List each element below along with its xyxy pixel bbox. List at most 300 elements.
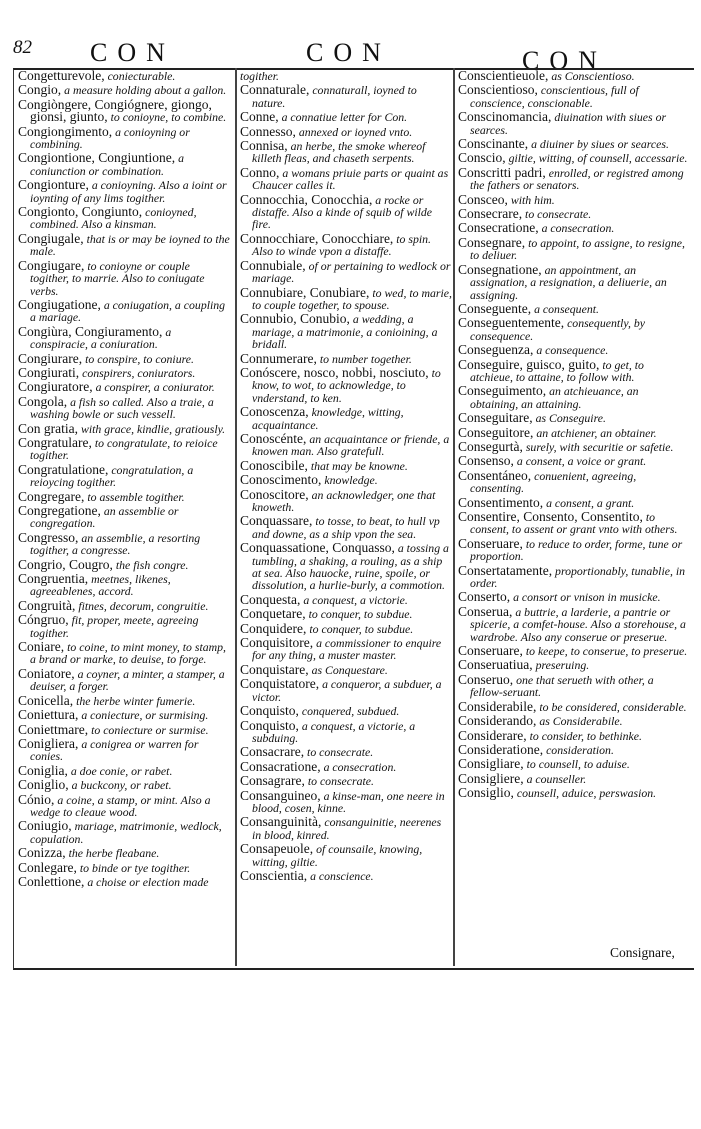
entry-headword: Congiurati, bbox=[18, 364, 80, 380]
entry-definition: consideration. bbox=[546, 742, 614, 757]
dictionary-entry bbox=[458, 741, 688, 757]
entry-headword: Consapeuole, bbox=[240, 841, 314, 857]
dictionary-entry bbox=[240, 70, 452, 82]
entry-headword: Conicella, bbox=[18, 692, 74, 708]
entry-headword: Conquidere, bbox=[240, 620, 307, 636]
entry-headword: Considerando, bbox=[458, 713, 537, 729]
entry-definition: an appointment, an assignation, a resignation, a deliuerie, an assigning. bbox=[470, 262, 667, 302]
entry-headword: Coniettmare, bbox=[18, 721, 89, 737]
entry-definition: giltie, witting, of counsell, accessarie. bbox=[508, 151, 688, 166]
entry-headword: Congiugatione, bbox=[18, 296, 101, 312]
entry-definition: consequently, by consequence. bbox=[470, 316, 646, 343]
dictionary-entry bbox=[18, 665, 230, 694]
column-rule bbox=[235, 68, 237, 966]
entry-headword: Congio, bbox=[18, 82, 62, 98]
entry-headword: Consceo, bbox=[458, 191, 508, 207]
entry-headword: Consigliare, bbox=[458, 756, 524, 772]
dictionary-entry bbox=[18, 721, 230, 737]
entry-headword: Coniugio, bbox=[18, 818, 72, 834]
entry-definition: of or pertaining to wedlock or mariage. bbox=[252, 258, 451, 286]
entry-headword: Consentáneo, bbox=[458, 467, 532, 483]
entry-definition: one that serueth with other, a fellow-seruant. bbox=[470, 672, 654, 700]
entry-headword: Conseguitore, bbox=[458, 424, 534, 440]
dictionary-entry bbox=[240, 350, 452, 366]
dictionary-entry bbox=[240, 284, 452, 312]
dictionary-entry bbox=[240, 457, 452, 473]
dictionary-entry bbox=[458, 356, 688, 384]
dictionary-entry bbox=[458, 84, 688, 109]
entry-definition: coniecturable. bbox=[107, 69, 176, 83]
dictionary-entry bbox=[458, 645, 688, 657]
entry-headword: Conserua, bbox=[458, 603, 513, 619]
entry-headword: Connumerare, bbox=[240, 350, 317, 366]
entry-definition: a coniecture, or surmising. bbox=[81, 708, 209, 723]
dictionary-entry bbox=[18, 791, 230, 819]
running-head-center: CON bbox=[306, 38, 391, 67]
entry-definition: a conscience. bbox=[310, 868, 374, 883]
entry-headword: Conoscitore, bbox=[240, 486, 309, 502]
dictionary-entry bbox=[458, 300, 688, 316]
dictionary-entry bbox=[18, 96, 230, 125]
entry-headword: Consagrare, bbox=[240, 773, 305, 789]
entry-headword: Conizza, bbox=[18, 845, 66, 861]
dictionary-entry bbox=[458, 562, 688, 591]
entry-definition: with grace, kindlie, gratiously. bbox=[80, 421, 226, 436]
entry-headword: Conseguimento, bbox=[458, 383, 547, 399]
entry-headword: Considerabile, bbox=[458, 698, 537, 714]
entry-headword: Coniatore, bbox=[18, 665, 75, 681]
dictionary-entry bbox=[458, 138, 688, 150]
entry-headword: Conseguire, guisco, guito, bbox=[458, 356, 600, 372]
entry-definition: to get, to atchieue, to attaine, to follow with. bbox=[470, 357, 644, 384]
entry-definition: to wed, to marie, to couple together, to spouse. bbox=[252, 285, 452, 312]
entry-headword: Conscritti padri, bbox=[458, 164, 546, 180]
dictionary-entry bbox=[458, 494, 688, 510]
dictionary-entry bbox=[18, 735, 230, 764]
dictionary-entry bbox=[240, 661, 452, 677]
dictionary-entry bbox=[18, 779, 230, 791]
entry-headword: Congiòngere, Congiógnere, giongo, gionsi, giunto, bbox=[18, 96, 212, 125]
dictionary-entry bbox=[458, 770, 688, 786]
entry-definition: a consecration. bbox=[323, 759, 397, 774]
entry-definition: annexed or ioyned vnto. bbox=[298, 124, 413, 139]
entry-headword: Congionture, bbox=[18, 177, 89, 193]
entry-headword: Congiongimento, bbox=[18, 123, 113, 139]
dictionary-entry bbox=[18, 692, 230, 708]
dictionary-entry bbox=[240, 486, 452, 514]
dictionary-entry bbox=[458, 385, 688, 410]
entry-headword: Congruità, bbox=[18, 597, 76, 613]
dictionary-entry bbox=[458, 208, 688, 220]
entry-headword: Conóscere, nosco, nobbi, nosciuto, bbox=[240, 364, 429, 380]
entry-definition: a conqueror, a subduer, a victor. bbox=[252, 677, 442, 704]
entry-definition: to spin. Also to winde vpon a distaffe. bbox=[252, 231, 432, 259]
dictionary-entry bbox=[458, 455, 688, 467]
dictionary-entry bbox=[18, 762, 230, 778]
dictionary-entry bbox=[18, 529, 230, 558]
entry-headword: Conoscibile, bbox=[240, 457, 308, 473]
entry-headword: Congruentia, bbox=[18, 571, 89, 587]
entry-definition: a commissioner to enquire for any thing, a muster master. bbox=[252, 636, 442, 663]
dictionary-entry bbox=[240, 758, 452, 774]
entry-headword: Conquisitore, bbox=[240, 635, 314, 651]
entry-definition: the herbe fleabane. bbox=[68, 846, 160, 861]
entry-headword: Congiontione, Congiuntione, bbox=[18, 150, 176, 166]
dictionary-entry bbox=[18, 350, 230, 366]
entry-definition: a choise or election made bbox=[87, 874, 209, 889]
dictionary-entry bbox=[240, 843, 452, 868]
entry-definition: a doe conie, or rabet. bbox=[70, 763, 173, 778]
entry-headword: Congregatione, bbox=[18, 503, 101, 518]
entry-definition: conuenient, agreeing, consenting. bbox=[470, 468, 637, 496]
entry-headword: Coniglia, bbox=[18, 762, 68, 778]
dictionary-entry bbox=[240, 364, 452, 405]
entry-definition: to conspire, to coniure. bbox=[85, 351, 194, 366]
dictionary-entry bbox=[458, 659, 688, 671]
entry-headword: Congiùra, Congiuramento, bbox=[18, 323, 163, 339]
entry-headword: Conseruatiua, bbox=[458, 657, 533, 673]
entry-definition: to assemble togither. bbox=[87, 489, 185, 504]
entry-definition: a diuiner by siues or searces. bbox=[531, 137, 669, 152]
entry-headword: Congiuratore, bbox=[18, 379, 93, 395]
dictionary-entry bbox=[18, 597, 230, 613]
entry-definition: a consecration. bbox=[541, 221, 615, 236]
dictionary-entry bbox=[458, 715, 688, 727]
entry-definition: conioyned, combined. Also a kinsman. bbox=[30, 205, 197, 232]
entry-headword: Conlettione, bbox=[18, 873, 85, 889]
dictionary-entry bbox=[458, 535, 688, 564]
dictionary-entry bbox=[18, 614, 230, 639]
entry-definition: a conquest, a victorie, a subduing. bbox=[252, 718, 416, 745]
entry-definition: a measure holding about a gallon. bbox=[64, 83, 227, 98]
entry-definition: to tosse, to beat, to hull vp and downe, as a ship vpon the sea. bbox=[252, 514, 440, 541]
entry-definition: to know, to wot, to acknowledge, to vnderstand, to ken. bbox=[252, 365, 441, 405]
dictionary-entry bbox=[458, 424, 688, 440]
entry-definition: enrolled, or registred among the fathers or senators. bbox=[470, 165, 684, 193]
dictionary-entry bbox=[240, 746, 452, 758]
dictionary-entry bbox=[458, 467, 688, 496]
entry-definition: as Conscientioso. bbox=[551, 69, 635, 83]
dictionary-entry bbox=[18, 152, 230, 177]
entry-definition: knowledge. bbox=[324, 473, 378, 488]
entry-definition: to consecrate. bbox=[307, 774, 374, 789]
entry-definition: to conioyne, to combine. bbox=[110, 110, 227, 125]
dictionary-entry bbox=[240, 608, 452, 620]
entry-headword: Congiurare, bbox=[18, 350, 83, 366]
entry-definition: surely, with securitie or safetie. bbox=[525, 439, 674, 454]
entry-headword: Congola, bbox=[18, 393, 68, 409]
entry-headword: Conscinomancia, bbox=[458, 109, 552, 125]
entry-definition: a rocke or distaffe. Also a kinde of squib of wilde fire. bbox=[252, 192, 433, 232]
dictionary-entry bbox=[240, 775, 452, 787]
dictionary-entry bbox=[458, 727, 688, 743]
entry-headword: Consegnare, bbox=[458, 234, 526, 250]
entry-definition: fitnes, decorum, congruitie. bbox=[78, 598, 209, 613]
dictionary-entry bbox=[18, 70, 230, 82]
entry-headword: Conquistare, bbox=[240, 661, 309, 677]
dictionary-entry bbox=[240, 123, 452, 139]
entry-headword: Consanguineo, bbox=[240, 787, 321, 803]
entry-headword: Connubiale, bbox=[240, 257, 306, 273]
column-rule bbox=[453, 68, 455, 966]
entry-definition: to be considered, considerable. bbox=[539, 699, 687, 714]
entry-definition: a conioyning. Also a ioint or ioynting of any lims togither. bbox=[30, 178, 227, 205]
running-head-right: CON bbox=[522, 46, 607, 75]
dictionary-entry bbox=[18, 641, 230, 666]
entry-definition: to reduce to order, forme, tune or proportion. bbox=[470, 536, 683, 564]
dictionary-entry bbox=[240, 787, 452, 815]
entry-headword: Conno, bbox=[240, 164, 280, 180]
entry-definition: to binde or tye togither. bbox=[79, 860, 191, 875]
entry-definition: a kinse-man, one neere in blood, cosen, kinne. bbox=[252, 788, 445, 815]
dictionary-entry bbox=[240, 867, 452, 883]
entry-definition: a conspiracie, a coniuration. bbox=[30, 324, 172, 352]
dictionary-entry bbox=[18, 230, 230, 259]
entry-definition: as Considerabile. bbox=[539, 714, 623, 729]
entry-definition: an acquaintance or friende, a knowen man. Also gratefull. bbox=[252, 431, 450, 459]
entry-headword: Congiugale, bbox=[18, 230, 84, 246]
entry-headword: Congiugare, bbox=[18, 257, 85, 273]
dictionary-entry bbox=[240, 84, 452, 109]
dictionary-entry bbox=[458, 191, 688, 207]
entry-headword: Consegnatione, bbox=[458, 261, 542, 277]
entry-definition: that is or may be ioyned to the male. bbox=[30, 231, 230, 259]
entry-definition: counsell, aduice, perswasion. bbox=[516, 786, 657, 801]
entry-headword: Conquassatione, Conquasso, bbox=[240, 540, 395, 556]
entry-headword: Connisa, bbox=[240, 138, 288, 154]
dictionary-entry bbox=[240, 313, 452, 350]
entry-headword: Consiglio, bbox=[458, 785, 514, 801]
entry-definition: togither. bbox=[240, 69, 279, 83]
dictionary-entry bbox=[18, 847, 230, 859]
entry-definition: a buttrie, a larderie, a pantrie or spicerie, a comfet-house. Also a storehouse, a wardrobe. Also any conserue or preserue. bbox=[470, 604, 686, 644]
entry-headword: Conoscimento, bbox=[240, 472, 322, 488]
entry-headword: Conquisto, bbox=[240, 717, 299, 733]
entry-definition: conspirers, coniurators. bbox=[82, 365, 196, 380]
dictionary-entry bbox=[18, 709, 230, 721]
entry-headword: Conseguente, bbox=[458, 300, 532, 316]
entry-headword: Coniare, bbox=[18, 639, 65, 655]
entry-definition: to coine, to mint money, to stamp, a brand or marke, to deuise, to forge. bbox=[30, 640, 226, 667]
dictionary-entry bbox=[240, 406, 452, 431]
entry-definition: a consequent. bbox=[534, 301, 599, 316]
entry-definition: congratulation, a reioycing togither. bbox=[30, 462, 194, 490]
dictionary-entry bbox=[18, 206, 230, 231]
dictionary-entry bbox=[18, 257, 230, 298]
entry-definition: meetnes, likenes, agreeablenes, accord. bbox=[30, 572, 171, 599]
entry-headword: Conscientia, bbox=[240, 867, 308, 883]
entry-definition: the fish congre. bbox=[115, 557, 189, 572]
dictionary-entry bbox=[18, 573, 230, 598]
entry-definition: a connatiue letter for Con. bbox=[281, 110, 408, 125]
entry-headword: Conquisto, bbox=[240, 703, 299, 719]
entry-headword: Consentire, Consento, Consentito, bbox=[458, 509, 643, 524]
entry-headword: Conscio, bbox=[458, 150, 506, 166]
entry-definition: an assemblie or congregation. bbox=[30, 504, 179, 531]
entry-headword: Conseguenza, bbox=[458, 342, 534, 358]
entry-headword: Connocchiare, Conocchiare, bbox=[240, 230, 394, 246]
entry-definition: to consecrate. bbox=[525, 207, 592, 222]
entry-headword: Consenso, bbox=[458, 453, 514, 469]
running-head-left: CON bbox=[90, 38, 175, 67]
entry-definition: fit, proper, meete, agreeing togither. bbox=[30, 613, 199, 640]
entry-definition: an herbe, the smoke whereof killeth fleas, and chaseth serpents. bbox=[252, 139, 426, 166]
entry-headword: Congresso, bbox=[18, 529, 79, 545]
entry-definition: to counsell, to aduise. bbox=[526, 757, 630, 772]
entry-definition: to coniecture or surmise. bbox=[91, 722, 209, 737]
dictionary-entry bbox=[18, 873, 230, 889]
entry-headword: Congionto, Congiunto, bbox=[18, 204, 143, 220]
entry-headword: Conscinante, bbox=[458, 136, 529, 152]
dictionary-entry bbox=[240, 717, 452, 745]
dictionary-entry bbox=[18, 820, 230, 845]
entry-headword: Congregare, bbox=[18, 488, 85, 504]
entry-headword: Consecrare, bbox=[458, 206, 523, 222]
entry-definition: of counsaile, knowing, witting, giltie. bbox=[252, 842, 423, 869]
entry-headword: Conseguentemente, bbox=[458, 315, 565, 331]
dictionary-entry bbox=[458, 511, 688, 536]
entry-headword: Consideratione, bbox=[458, 741, 544, 757]
entry-headword: Consegurtà, bbox=[458, 438, 523, 454]
entry-headword: Consacratione, bbox=[240, 758, 321, 774]
entry-headword: Conscientioso, bbox=[458, 82, 538, 98]
dictionary-entry bbox=[18, 296, 230, 325]
dictionary-entry bbox=[18, 179, 230, 204]
dictionary-entry bbox=[18, 488, 230, 504]
entry-headword: Connaturale, bbox=[240, 82, 310, 98]
dictionary-entry bbox=[18, 461, 230, 490]
dictionary-entry bbox=[18, 859, 230, 875]
entry-headword: Conseruo, bbox=[458, 671, 514, 687]
dictionary-entry bbox=[240, 191, 452, 232]
entry-definition: a consent, a voice or grant. bbox=[516, 454, 647, 469]
dictionary-entry bbox=[18, 420, 230, 436]
entry-headword: Consacrare, bbox=[240, 744, 305, 760]
dictionary-entry bbox=[240, 515, 452, 540]
dictionary-entry bbox=[240, 230, 452, 259]
entry-definition: to congratulate, to reioice togither. bbox=[30, 435, 218, 463]
entry-headword: Conoscenza, bbox=[240, 404, 309, 420]
entry-definition: to conquer, to subdue. bbox=[308, 607, 413, 622]
entry-definition: to number together. bbox=[319, 351, 412, 366]
entry-definition: to consecrate. bbox=[307, 745, 374, 760]
entry-headword: Congetturevole, bbox=[18, 68, 105, 83]
entry-headword: Consanguinità, bbox=[240, 814, 322, 830]
entry-headword: Conscientieuole, bbox=[458, 68, 549, 83]
dictionary-entry bbox=[240, 620, 452, 636]
entry-definition: that may be knowne. bbox=[310, 458, 408, 473]
entry-definition: as Conquestare. bbox=[311, 662, 388, 677]
dictionary-entry bbox=[458, 70, 688, 82]
entry-definition: a coine, a stamp, or mint. Also a wedge to cleaue wood. bbox=[30, 792, 211, 819]
entry-definition: an atchieuance, an obtaining, an attaining. bbox=[470, 384, 639, 411]
entry-headword: Conseruare, bbox=[458, 643, 523, 659]
column-2 bbox=[240, 70, 452, 884]
entry-definition: mariage, matrimonie, wedlock, copulation. bbox=[30, 819, 222, 846]
entry-definition: to conquer, to subdue. bbox=[309, 621, 414, 636]
dictionary-entry bbox=[458, 787, 688, 799]
entry-headword: Coniglio, bbox=[18, 777, 69, 793]
dictionary-entry bbox=[458, 111, 688, 136]
entry-definition: to consider, to bethinke. bbox=[529, 728, 642, 743]
dictionary-entry bbox=[458, 344, 688, 356]
entry-headword: Congratulare, bbox=[18, 434, 92, 450]
entry-headword: Cónio, bbox=[18, 791, 55, 807]
dictionary-entry bbox=[458, 412, 688, 424]
entry-headword: Connesso, bbox=[240, 123, 296, 139]
entry-headword: Conserto, bbox=[458, 589, 511, 605]
entry-definition: a coniugation, a coupling a mariage. bbox=[30, 297, 226, 325]
dictionary-entry bbox=[240, 637, 452, 662]
entry-definition: a consent, a grant. bbox=[546, 495, 635, 510]
dictionary-entry bbox=[240, 542, 452, 592]
entry-definition: a consort or vnison in musicke. bbox=[513, 590, 661, 605]
entry-definition: to conioyne or couple togither, to marrie. Also to coniugate verbs. bbox=[30, 258, 205, 298]
entry-definition: an assemblie, a resorting togither, a congresse. bbox=[30, 530, 201, 558]
entry-headword: Conne, bbox=[240, 109, 279, 125]
dictionary-entry bbox=[458, 164, 688, 193]
dictionary-entry bbox=[240, 678, 452, 703]
entry-headword: Conigliera, bbox=[18, 735, 79, 751]
entry-definition: a conigrea or warren for conies. bbox=[30, 736, 199, 764]
dictionary-entry bbox=[18, 84, 230, 96]
entry-headword: Connocchia, Conocchia, bbox=[240, 191, 373, 207]
dictionary-entry bbox=[18, 505, 230, 530]
entry-definition: diuination with siues or searces. bbox=[470, 110, 667, 137]
dictionary-entry bbox=[240, 430, 452, 459]
dictionary-entry bbox=[240, 705, 452, 717]
entry-definition: the herbe winter fumerie. bbox=[76, 693, 196, 708]
entry-definition: a coniunction or combination. bbox=[30, 151, 184, 178]
entry-headword: Congrio, Cougro, bbox=[18, 556, 113, 572]
dictionary-entry bbox=[240, 164, 452, 193]
entry-headword: Consigliere, bbox=[458, 770, 524, 786]
entry-headword: Conquistatore, bbox=[240, 676, 320, 692]
dictionary-entry bbox=[240, 816, 452, 841]
entry-headword: Connubio, Conubio, bbox=[240, 311, 350, 327]
entry-definition: a tossing a tumbling, a shaking, a rouling, as a ship at sea. Also hauocke, ruine, spoile, or dissolution, a hurlie-burly, a commotion. bbox=[252, 541, 449, 593]
dictionary-entry bbox=[458, 758, 688, 770]
entry-definition: a coyner, a minter, a stamper, a deuiser, a forger. bbox=[30, 666, 225, 694]
entry-definition: a conioyning or combining. bbox=[30, 124, 190, 152]
entry-definition: to keepe, to conserue, to preserue. bbox=[525, 644, 688, 659]
dictionary-entry bbox=[458, 591, 688, 603]
entry-definition: an atchiener, an obtainer. bbox=[536, 425, 657, 440]
entry-definition: to consent, to assent or grant vnto with others. bbox=[470, 510, 678, 537]
entry-definition: conquered, subdued. bbox=[301, 704, 400, 719]
dictionary-entry bbox=[240, 140, 452, 165]
entry-headword: Congratulatione, bbox=[18, 461, 109, 477]
entry-definition: a fish so called. Also a traie, a washing bowle or such vessell. bbox=[30, 394, 214, 422]
entry-definition: an acknowledger, one that knoweth. bbox=[252, 487, 436, 514]
entry-definition: a conspirer, a coniurator. bbox=[95, 380, 215, 395]
page-number: 82 bbox=[13, 37, 32, 58]
entry-headword: Considerare, bbox=[458, 727, 527, 743]
dictionary-entry bbox=[18, 323, 230, 352]
entry-headword: Conseruare, bbox=[458, 535, 523, 551]
entry-headword: Consertatamente, bbox=[458, 562, 553, 578]
entry-headword: Coniettura, bbox=[18, 707, 79, 723]
entry-definition: consanguinitie, neerenes in blood, kinred. bbox=[252, 815, 442, 842]
entry-headword: Consecratione, bbox=[458, 220, 539, 236]
entry-headword: Con gratia, bbox=[18, 420, 78, 436]
dictionary-entry bbox=[18, 381, 230, 393]
entry-headword: Conquesta, bbox=[240, 591, 301, 607]
dictionary-entry bbox=[18, 393, 230, 422]
dictionary-entry bbox=[458, 234, 688, 263]
entry-definition: to appoint, to assigne, to resigne, to deliuer. bbox=[470, 235, 685, 263]
entry-definition: a womans priuie parts or quaint as Chaucer calles it. bbox=[252, 165, 449, 193]
